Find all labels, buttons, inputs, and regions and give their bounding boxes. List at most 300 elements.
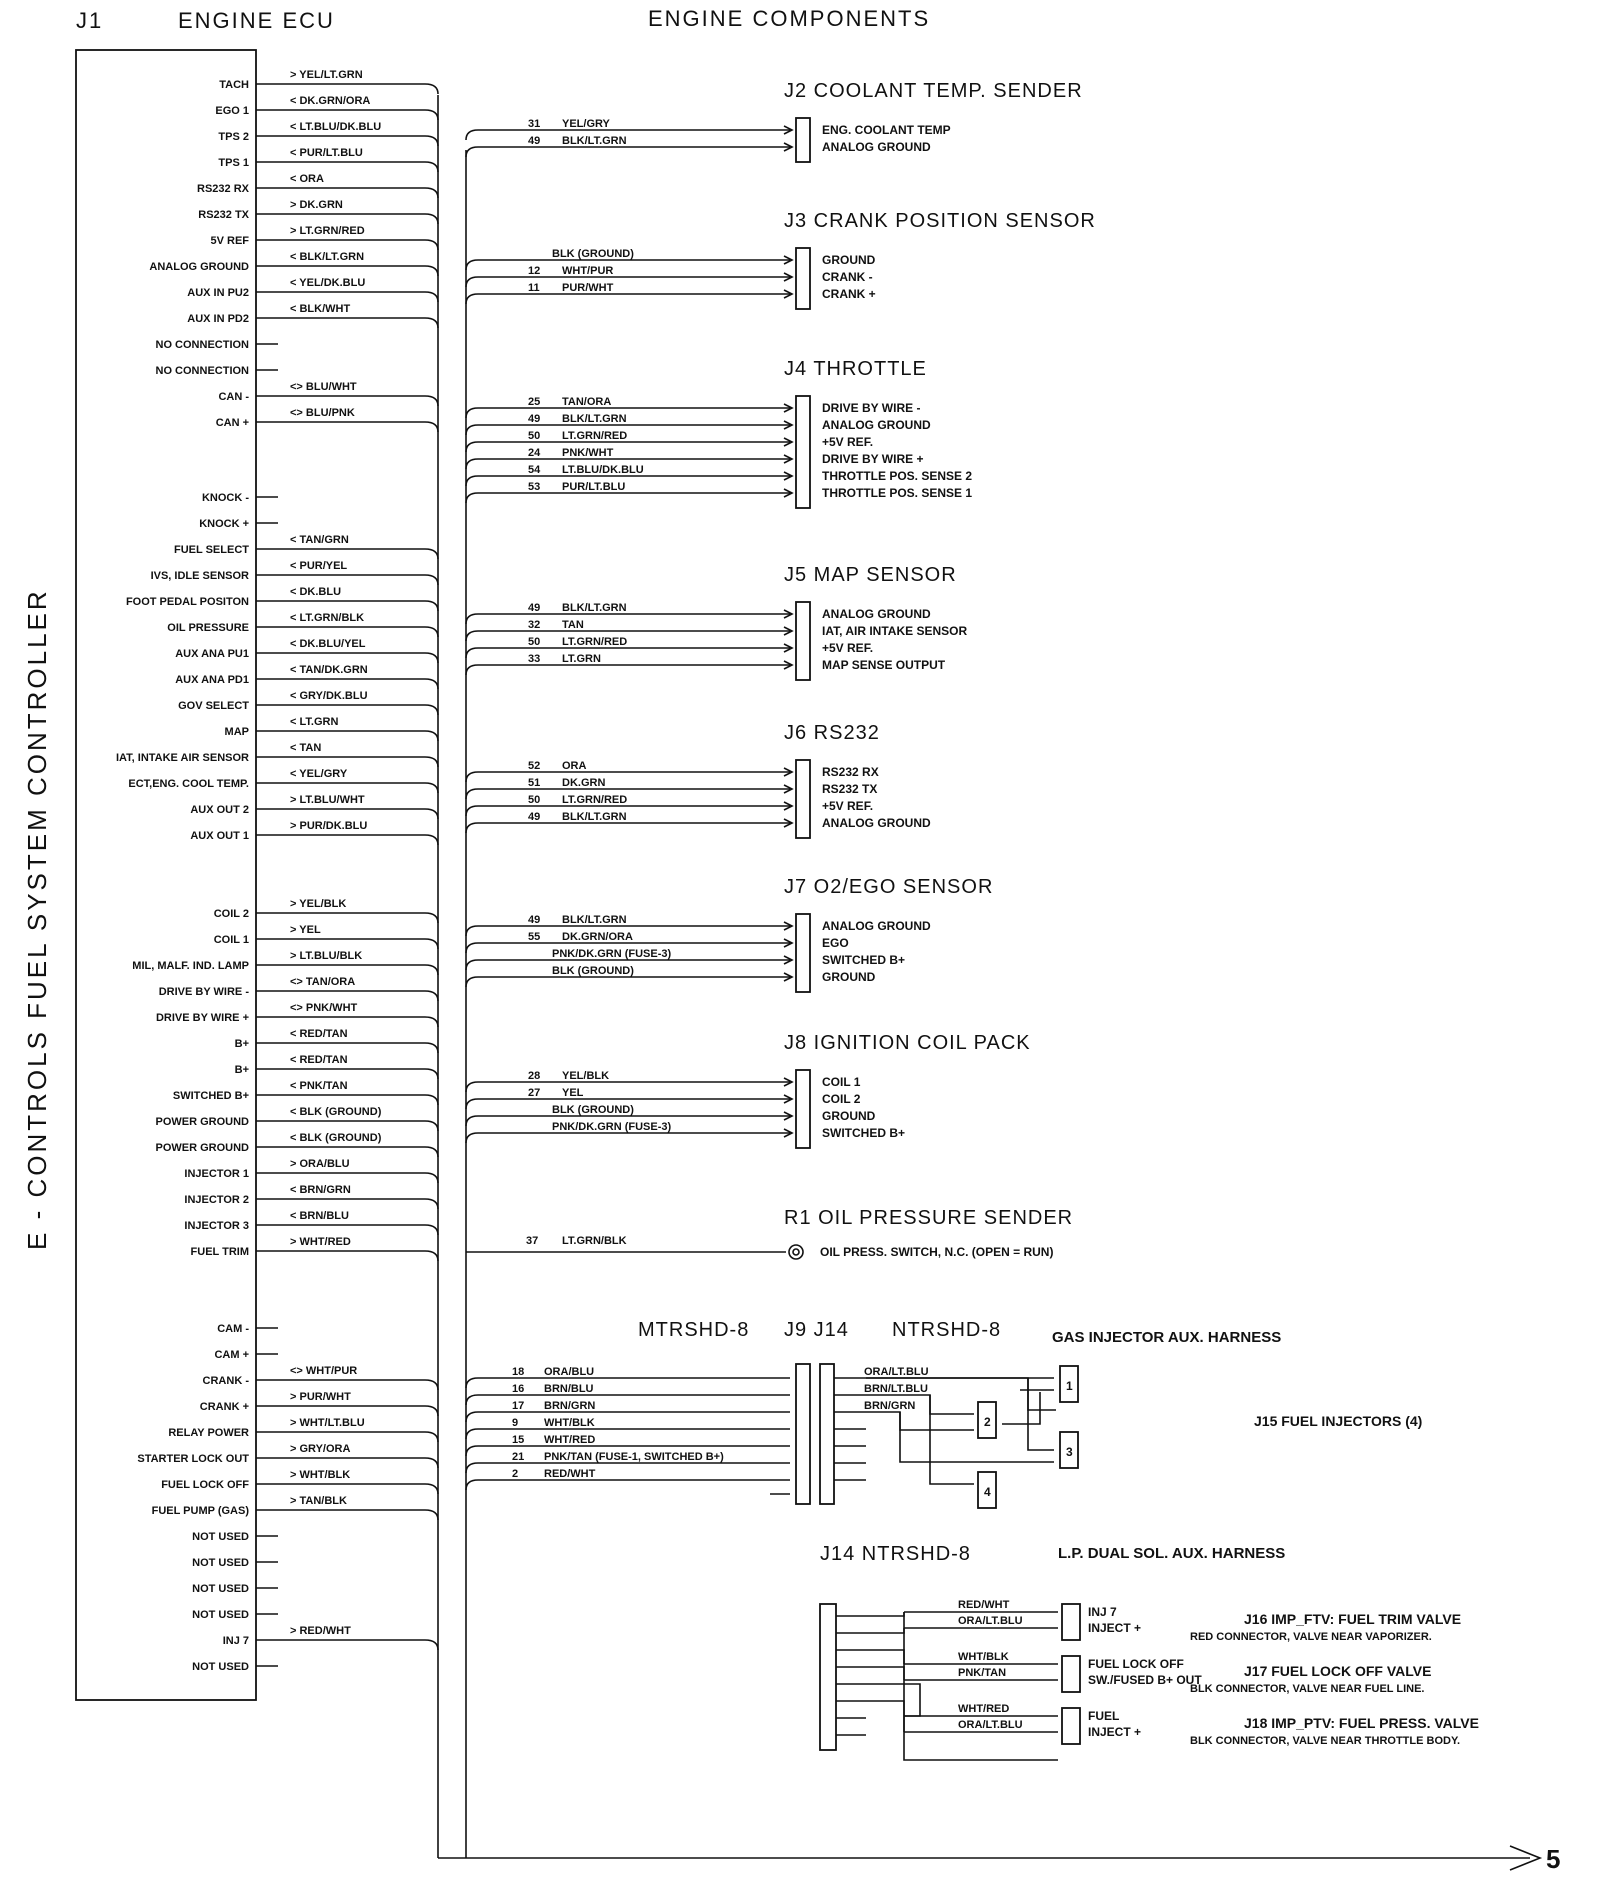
ecu-wire-bend xyxy=(425,731,438,741)
ecu-wire-bend xyxy=(425,162,438,172)
ecu-pin-label: TACH xyxy=(219,79,249,91)
wire-color: TAN xyxy=(562,619,584,631)
lp-wire xyxy=(866,1684,920,1716)
ecu-wire-bend xyxy=(425,188,438,198)
injector-wire xyxy=(930,1395,974,1484)
injector-number: 3 xyxy=(1066,1445,1073,1459)
component-pin-label: IAT, AIR INTAKE SENSOR xyxy=(822,624,968,638)
ecu-pin-label: INJECTOR 1 xyxy=(184,1168,249,1180)
component-pin-label: ANALOG GROUND xyxy=(822,418,931,432)
ecu-pin-label: NOT USED xyxy=(192,1583,249,1595)
ecu-pin-label: DRIVE BY WIRE + xyxy=(155,1012,249,1024)
wire-color: BLK/LT.GRN xyxy=(562,914,627,926)
ecu-pin-label: IVS, IDLE SENSOR xyxy=(150,570,249,582)
component-pin-label: ANALOG GROUND xyxy=(822,607,931,621)
ecu-wire-bend xyxy=(425,1458,438,1468)
lp-connector xyxy=(820,1604,836,1750)
ecu-pin-label: INJ 7 xyxy=(222,1635,249,1647)
ecu-wire-bend xyxy=(425,1043,438,1053)
wire-number: 49 xyxy=(528,135,541,147)
wire-number: 50 xyxy=(528,636,541,648)
ecu-wire-color: > WHT/BLK xyxy=(290,1469,351,1481)
wire-color: LT.GRN/RED xyxy=(562,794,628,806)
wire-number: 49 xyxy=(528,602,541,614)
j9-wire-color: WHT/RED xyxy=(544,1434,596,1446)
component-title: J6 RS232 xyxy=(784,722,880,744)
lp-wire xyxy=(866,1628,904,1633)
ecu-wire-color: > TAN/BLK xyxy=(290,1495,347,1507)
lp-wire xyxy=(866,1612,904,1616)
component-pin-label: RS232 RX xyxy=(822,765,879,779)
ecu-wire-bend xyxy=(425,1225,438,1235)
lp-wire-color: WHT/RED xyxy=(958,1703,1010,1715)
ecu-pin-label: MAP xyxy=(224,726,249,738)
injector-wire xyxy=(1028,1378,1054,1450)
ecu-pin-label: 5V REF xyxy=(210,235,249,247)
ecu-wire-color: < PNK/TAN xyxy=(290,1080,348,1092)
component-title: J8 IGNITION COIL PACK xyxy=(784,1032,1031,1054)
wire-number: 53 xyxy=(528,481,541,493)
ecu-wire-color: <> PNK/WHT xyxy=(290,1002,358,1014)
component-connectors xyxy=(466,80,1096,1148)
lp-wire xyxy=(866,1667,904,1680)
injector-wire-color: BRN/LT.BLU xyxy=(864,1383,928,1395)
solenoid-description: RED CONNECTOR, VALVE NEAR VAPORIZER. xyxy=(1190,1631,1432,1643)
ecu-pin-label: RS232 RX xyxy=(197,183,249,195)
ecu-wire-color: < TAN/GRN xyxy=(290,534,349,546)
lp-harness-title: L.P. DUAL SOL. AUX. HARNESS xyxy=(1058,1545,1286,1562)
ecu-wire-bend xyxy=(425,266,438,276)
ecu-pin-label: NOT USED xyxy=(192,1531,249,1543)
wire-number: 28 xyxy=(528,1070,541,1082)
solenoid-pin-label: FUEL LOCK OFF xyxy=(1088,1657,1184,1671)
j9-wire-color: BRN/BLU xyxy=(544,1383,594,1395)
ecu-pin-label: B+ xyxy=(234,1038,249,1050)
ecu-pin-label: TPS 2 xyxy=(218,131,249,143)
j9-wire-number: 2 xyxy=(512,1468,519,1480)
ecu-pin-label: AUX OUT 1 xyxy=(190,830,249,842)
wire-color: DK.GRN/ORA xyxy=(562,931,633,943)
wire-color: BLK/LT.GRN xyxy=(562,135,627,147)
ecu-pin-label: CAM - xyxy=(217,1323,249,1335)
ecu-pin-label: FUEL PUMP (GAS) xyxy=(151,1505,249,1517)
ecu-wire-bend xyxy=(425,318,438,328)
ecu-wire-color: < DK.BLU xyxy=(290,586,342,598)
ecu-pin-label: NOT USED xyxy=(192,1661,249,1673)
ecu-wire-color: < TAN/DK.GRN xyxy=(290,664,368,676)
lp-connector-title: J14 NTRSHD-8 xyxy=(820,1543,971,1565)
ecu-wire-bend xyxy=(425,84,438,94)
ecu-wire-bend xyxy=(425,1251,438,1261)
lp-wire xyxy=(866,1701,904,1732)
ecu-wire-color: > YEL/LT.GRN xyxy=(290,69,363,81)
component-pin-label: CRANK - xyxy=(822,270,873,284)
solenoid-description: BLK CONNECTOR, VALVE NEAR THROTTLE BODY. xyxy=(1190,1735,1461,1747)
ecu-pin-label: FOOT PEDAL POSITON xyxy=(125,596,249,608)
oil-wire-color: LT.GRN/BLK xyxy=(562,1235,627,1247)
component-pin-label: CRANK + xyxy=(822,287,876,301)
ecu-wire-color: < BRN/GRN xyxy=(290,1184,351,1196)
component-pin-label: MAP SENSE OUTPUT xyxy=(822,658,946,672)
ntrshd-label: NTRSHD-8 xyxy=(892,1319,1002,1341)
ecu-pin-label: ECT,ENG. COOL TEMP. xyxy=(128,778,249,790)
component-pin-label: ANALOG GROUND xyxy=(822,816,931,830)
ecu-wire-bend xyxy=(425,110,438,120)
j14-connector xyxy=(820,1364,834,1504)
component-connector xyxy=(796,760,810,838)
j9-wire-number: 18 xyxy=(512,1366,525,1378)
ecu-pin-label: AUX ANA PD1 xyxy=(175,674,249,686)
component-wire xyxy=(466,806,790,816)
wire-color: BLK/LT.GRN xyxy=(562,602,627,614)
component-wire xyxy=(466,425,790,435)
ecu-wire-bend xyxy=(425,396,438,406)
ecu-wire-color: <> BLU/PNK xyxy=(290,407,355,419)
ecu-wire-color: < TAN xyxy=(290,742,322,754)
wire-number: 51 xyxy=(528,777,541,789)
ecu-wire-color: > LT.GRN/RED xyxy=(290,225,365,237)
ecu-wire-bend xyxy=(425,1380,438,1390)
ecu-wire-bend xyxy=(425,679,438,689)
engine-ecu-title: ENGINE ECU xyxy=(178,8,335,33)
ecu-pin-label: AUX IN PD2 xyxy=(187,313,249,325)
ecu-wire-bend xyxy=(425,422,438,432)
j9-harness xyxy=(466,1319,1422,1508)
component-wire xyxy=(466,789,790,799)
ecu-wire-bend xyxy=(425,705,438,715)
solenoid-description: BLK CONNECTOR, VALVE NEAR FUEL LINE. xyxy=(1190,1683,1425,1695)
ecu-wire-bend xyxy=(425,575,438,585)
component-wire xyxy=(466,823,790,833)
ecu-wire-color: < DK.BLU/YEL xyxy=(290,638,366,650)
component-title: J3 CRANK POSITION SENSOR xyxy=(784,210,1096,232)
j9-wire-number: 16 xyxy=(512,1383,525,1395)
wire-number: 24 xyxy=(528,447,541,459)
ecu-wire-bend xyxy=(425,1640,438,1650)
ecu-wire-color: <> TAN/ORA xyxy=(290,976,356,988)
oil-wire-number: 37 xyxy=(526,1235,539,1247)
ecu-pin-label: AUX ANA PU1 xyxy=(175,648,249,660)
component-pin-label: ANALOG GROUND xyxy=(822,919,931,933)
wire-color: DK.GRN xyxy=(562,777,606,789)
component-wire xyxy=(466,277,790,287)
lp-wire-color: RED/WHT xyxy=(958,1599,1010,1611)
component-wire xyxy=(466,648,790,658)
lp-wire-color: ORA/LT.BLU xyxy=(958,1719,1023,1731)
component-connector xyxy=(796,396,810,508)
ecu-wire-bend xyxy=(425,549,438,559)
component-pin-label: +5V REF. xyxy=(822,641,874,655)
ecu-wire-bend xyxy=(425,1069,438,1079)
ecu-pin-label: CAM + xyxy=(214,1349,249,1361)
wire-color: PNK/DK.GRN (FUSE-3) xyxy=(552,948,672,960)
ecu-wire-color: > YEL xyxy=(290,924,321,936)
ecu-wire-color: < BLK (GROUND) xyxy=(290,1132,382,1144)
ecu-wire-color: < RED/TAN xyxy=(290,1028,348,1040)
j9-wire-number: 21 xyxy=(512,1451,525,1463)
component-connector xyxy=(796,118,810,162)
oil-switch-symbol xyxy=(789,1245,803,1259)
oil-sender-title: R1 OIL PRESSURE SENDER xyxy=(784,1207,1074,1229)
component-wire xyxy=(466,1082,790,1092)
component-wire xyxy=(466,614,790,624)
ecu-pin-label: RS232 TX xyxy=(198,209,249,221)
ecu-wire-color: > PUR/DK.BLU xyxy=(290,820,368,832)
wire-color: BLK (GROUND) xyxy=(552,248,634,260)
j9-wire-color: RED/WHT xyxy=(544,1468,596,1480)
wire-number: 31 xyxy=(528,118,541,130)
component-pin-label: COIL 1 xyxy=(822,1075,861,1089)
ecu-pin-label: AUX IN PU2 xyxy=(187,287,249,299)
ecu-wire-color: < PUR/LT.BLU xyxy=(290,147,363,159)
ecu-wire-bend xyxy=(425,136,438,146)
injector-number: 1 xyxy=(1066,1379,1073,1393)
wire-number: 55 xyxy=(528,931,541,943)
ecu-wire-bend xyxy=(425,601,438,611)
wire-color: YEL/BLK xyxy=(562,1070,610,1082)
component-pin-label: EGO xyxy=(822,936,849,950)
ecu-pin-label: AUX OUT 2 xyxy=(190,804,249,816)
solenoid-connector xyxy=(1062,1708,1080,1744)
gas-aux-harness-label: GAS INJECTOR AUX. HARNESS xyxy=(1052,1329,1282,1346)
ecu-wire-bend xyxy=(425,1095,438,1105)
component-pin-label: RS232 TX xyxy=(822,782,878,796)
ecu-wire-bend xyxy=(425,240,438,250)
ecu-pin-label: CAN + xyxy=(215,417,249,429)
component-wire xyxy=(466,665,790,675)
wire-color: PNK/DK.GRN (FUSE-3) xyxy=(552,1121,672,1133)
wire-color: PUR/WHT xyxy=(562,282,614,294)
ecu-wire-bend xyxy=(425,292,438,302)
lp-wire xyxy=(904,1612,1058,1760)
component-pin-label: +5V REF. xyxy=(822,799,874,813)
wire-number: 49 xyxy=(528,914,541,926)
ecu-pin-label: FUEL LOCK OFF xyxy=(161,1479,249,1491)
ecu-wire-bend xyxy=(425,991,438,1001)
component-pin-label: THROTTLE POS. SENSE 2 xyxy=(822,469,973,483)
ecu-wire-bend xyxy=(425,757,438,767)
wire-number: 50 xyxy=(528,794,541,806)
j1-label: J1 xyxy=(76,8,104,33)
ecu-pin-label: POWER GROUND xyxy=(155,1142,249,1154)
ecu-pin-label: COIL 2 xyxy=(213,908,249,920)
component-connector xyxy=(796,1070,810,1148)
component-pin-label: THROTTLE POS. SENSE 1 xyxy=(822,486,973,500)
lp-wire xyxy=(866,1650,904,1664)
solenoid-pin-label: INJ 7 xyxy=(1088,1605,1117,1619)
component-wire xyxy=(466,147,790,157)
j9-wire-number: 15 xyxy=(512,1434,525,1446)
ecu-pin-label: POWER GROUND xyxy=(155,1116,249,1128)
wire-color: LT.GRN/RED xyxy=(562,636,628,648)
injector-wire-color: BRN/GRN xyxy=(864,1400,916,1412)
ecu-wire-color: > LT.BLU/WHT xyxy=(290,794,365,806)
component-wire xyxy=(466,260,790,270)
wire-color: PNK/WHT xyxy=(562,447,614,459)
ecu-pin-label: EGO 1 xyxy=(215,105,249,117)
solenoid-pin-label: FUEL xyxy=(1088,1709,1120,1723)
ecu-wire-color: <> BLU/WHT xyxy=(290,381,357,393)
oil-switch-label: OIL PRESS. SWITCH, N.C. (OPEN = RUN) xyxy=(820,1245,1054,1259)
wire-color: BLK/LT.GRN xyxy=(562,811,627,823)
oil-sender xyxy=(466,1207,1073,1259)
component-connector xyxy=(796,602,810,680)
ecu-wire-color: < PUR/YEL xyxy=(290,560,348,572)
ecu-pin-label: NO CONNECTION xyxy=(155,365,249,377)
component-wire xyxy=(466,493,790,503)
wire-color: ORA xyxy=(562,760,587,772)
component-pin-label: SWITCHED B+ xyxy=(822,953,906,967)
component-wire xyxy=(466,631,790,641)
ecu-pin-label: MIL, MALF. IND. LAMP xyxy=(132,960,249,972)
ecu-wire-bend xyxy=(425,1199,438,1209)
ecu-wire-color: < YEL/DK.BLU xyxy=(290,277,366,289)
component-pin-label: ENG. COOLANT TEMP xyxy=(822,123,951,137)
ecu-wire-bend xyxy=(425,1510,438,1520)
component-title: J5 MAP SENSOR xyxy=(784,564,957,586)
continuation-page-number: 5 xyxy=(1546,1844,1561,1874)
wire-number: 52 xyxy=(528,760,541,772)
ecu-wire-bend xyxy=(425,1017,438,1027)
ecu-pin-label: KNOCK + xyxy=(199,518,249,530)
ecu-pin-label: NOT USED xyxy=(192,1609,249,1621)
ecu-wire-bend xyxy=(425,835,438,845)
ecu-wire-color: > PUR/WHT xyxy=(290,1391,351,1403)
wire-color: BLK (GROUND) xyxy=(552,1104,634,1116)
ecu-pin-label: TPS 1 xyxy=(218,157,249,169)
j9-wire-color: PNK/TAN (FUSE-1, SWITCHED B+) xyxy=(544,1451,724,1463)
ecu-wire-color: > ORA/BLU xyxy=(290,1158,350,1170)
wire-color: LT.BLU/DK.BLU xyxy=(562,464,644,476)
solenoid-name: J17 FUEL LOCK OFF VALVE xyxy=(1244,1663,1432,1679)
ecu-wire-bend xyxy=(425,1432,438,1442)
wire-color: YEL xyxy=(562,1087,584,1099)
ecu-pin-label: INJECTOR 3 xyxy=(184,1220,249,1232)
solenoid-pin-label: INJECT + xyxy=(1088,1725,1142,1739)
component-pin-label: +5V REF. xyxy=(822,435,874,449)
ecu-wire-color: > DK.GRN xyxy=(290,199,343,211)
ecu-wire-bend xyxy=(425,1121,438,1131)
j9-wire-color: BRN/GRN xyxy=(544,1400,596,1412)
component-pin-label: DRIVE BY WIRE + xyxy=(822,452,924,466)
ecu-wire-color: < LT.BLU/DK.BLU xyxy=(290,121,382,133)
ecu-pin-label: OIL PRESSURE xyxy=(167,622,249,634)
injector-number: 2 xyxy=(984,1415,991,1429)
solenoid-pin-label: SW./FUSED B+ OUT xyxy=(1088,1673,1202,1687)
ecu-wire-bend xyxy=(425,1484,438,1494)
j9-connector xyxy=(796,1364,810,1504)
ecu-wire-bend xyxy=(425,214,438,224)
ecu-wire-color: < RED/TAN xyxy=(290,1054,348,1066)
wire-color: LT.GRN/RED xyxy=(562,430,628,442)
component-wire xyxy=(466,294,790,304)
ecu-wire-bend xyxy=(425,939,438,949)
component-pin-label: GROUND xyxy=(822,970,876,984)
wire-color: YEL/GRY xyxy=(562,118,610,130)
j9-wire-color: ORA/BLU xyxy=(544,1366,595,1378)
ecu-wire-color: > GRY/ORA xyxy=(290,1443,351,1455)
ecu-pin-label: ANALOG GROUND xyxy=(149,261,249,273)
component-wire xyxy=(466,130,790,140)
ecu-wire-color: <> WHT/PUR xyxy=(290,1365,358,1377)
component-wire xyxy=(466,1133,790,1143)
ecu-wire-color: < GRY/DK.BLU xyxy=(290,690,368,702)
wire-number: 27 xyxy=(528,1087,541,1099)
ecu-wire-color: < LT.GRN/BLK xyxy=(290,612,365,624)
wire-number: 50 xyxy=(528,430,541,442)
ecu-pin-label: B+ xyxy=(234,1064,249,1076)
j9-wire-number: 9 xyxy=(512,1417,519,1429)
ecu-pin-label: NO CONNECTION xyxy=(155,339,249,351)
ecu-wire-bend xyxy=(425,1147,438,1157)
ecu-pin-label: CRANK + xyxy=(199,1401,249,1413)
ecu-pin-label: RELAY POWER xyxy=(168,1427,249,1439)
j15-label: J15 FUEL INJECTORS (4) xyxy=(1254,1413,1423,1429)
injector-wire-color: ORA/LT.BLU xyxy=(864,1366,929,1378)
wire-number: 25 xyxy=(528,396,541,408)
ecu-pin-label: CAN - xyxy=(218,391,249,403)
ecu-pin-label: FUEL SELECT xyxy=(174,544,249,556)
ecu-wire-color: < YEL/GRY xyxy=(290,768,348,780)
component-wire xyxy=(466,442,790,452)
solenoid-pin-label: INJECT + xyxy=(1088,1621,1142,1635)
vertical-controller-title: E - CONTROLS FUEL SYSTEM CONTROLLER xyxy=(22,588,52,1250)
component-wire xyxy=(466,408,790,418)
component-title: J7 O2/EGO SENSOR xyxy=(784,876,994,898)
ecu-wire-bend xyxy=(425,627,438,637)
solenoid-name: J18 IMP_PTV: FUEL PRESS. VALVE xyxy=(1244,1715,1479,1731)
component-pin-label: GROUND xyxy=(822,1109,876,1123)
mtrshd-label: MTRSHD-8 xyxy=(638,1319,750,1341)
lp-wire-color: ORA/LT.BLU xyxy=(958,1615,1023,1627)
wire-color: TAN/ORA xyxy=(562,396,612,408)
ecu-wire-color: < DK.GRN/ORA xyxy=(290,95,371,107)
lp-wire-color: WHT/BLK xyxy=(958,1651,1009,1663)
wire-number: 32 xyxy=(528,619,541,631)
ecu-pin-label: STARTER LOCK OUT xyxy=(137,1453,249,1465)
ecu-pin-label: SWITCHED B+ xyxy=(172,1090,249,1102)
j9-j14-label: J9 J14 xyxy=(784,1319,849,1341)
ecu-wire-color: < BLK (GROUND) xyxy=(290,1106,382,1118)
ecu-wire-color: > YEL/BLK xyxy=(290,898,347,910)
ecu-pin-label: KNOCK - xyxy=(201,492,249,504)
ecu-wire-color: > RED/WHT xyxy=(290,1625,351,1637)
lp-wire-color: PNK/TAN xyxy=(958,1667,1007,1679)
ecu-wire-color: < ORA xyxy=(290,173,324,185)
injector-wire xyxy=(900,1412,1054,1462)
wire-number: 33 xyxy=(528,653,541,665)
component-pin-label: COIL 2 xyxy=(822,1092,861,1106)
lp-harness xyxy=(820,1543,1479,1760)
wire-color: PUR/LT.BLU xyxy=(562,481,626,493)
ecu-pin-label: NOT USED xyxy=(192,1557,249,1569)
component-wire xyxy=(466,977,790,987)
j9-wire-color: WHT/BLK xyxy=(544,1417,595,1429)
component-connector xyxy=(796,914,810,992)
ecu-wire-color: < LT.GRN xyxy=(290,716,339,728)
wire-color: BLK/LT.GRN xyxy=(562,413,627,425)
wire-number: 49 xyxy=(528,413,541,425)
solenoid-connector xyxy=(1062,1604,1080,1640)
ecu-wire-color: < BLK/WHT xyxy=(290,303,351,315)
solenoid-connector xyxy=(1062,1656,1080,1692)
ecu-wire-color: > WHT/LT.BLU xyxy=(290,1417,365,1429)
ecu-wire-color: > LT.BLU/BLK xyxy=(290,950,363,962)
ecu-pin-label: COIL 1 xyxy=(213,934,249,946)
ecu-pin-label: INJECTOR 2 xyxy=(184,1194,249,1206)
ecu-pin-label: CRANK - xyxy=(202,1375,249,1387)
ecu-pin-label: IAT, INTAKE AIR SENSOR xyxy=(115,752,249,764)
